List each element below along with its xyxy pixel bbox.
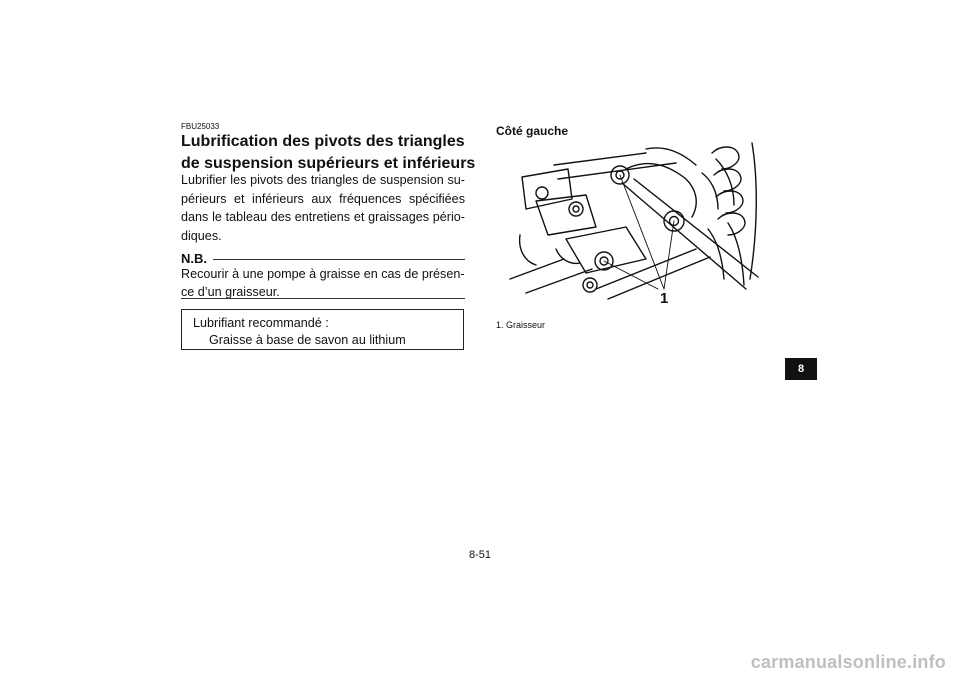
- body-line: périeurs et inférieurs aux fréquences spécifiées: [181, 191, 465, 206]
- figure-caption: 1. Graisseur: [496, 320, 546, 330]
- body-line: dans le tableau des entretiens et graissages pério-: [181, 210, 465, 225]
- body-line: Lubrifier les pivots des triangles de suspension su-: [181, 173, 465, 187]
- section-body: [181, 171, 465, 245]
- lubricant-value: Graisse à base de savon au lithium: [209, 333, 406, 347]
- figure-title: Côté gauche: [496, 124, 569, 138]
- lubricant-label: Lubrifiant recommandé :: [193, 316, 329, 330]
- suspension-illustration: [496, 139, 772, 305]
- note-rule: [213, 259, 465, 260]
- section-code: FBU25033: [181, 122, 220, 131]
- note-label: N.B.: [181, 251, 207, 266]
- note-header: [181, 251, 465, 266]
- note-line: ce d’un graisseur.: [181, 285, 280, 299]
- body-line: diques.: [181, 228, 222, 243]
- note-body: [181, 265, 465, 301]
- page-number: 8-51: [468, 549, 492, 561]
- note-line: Recourir à une pompe à graisse en cas de présen-: [181, 267, 465, 281]
- note-end-rule: [181, 298, 465, 299]
- callout-number: 1: [660, 290, 669, 305]
- section-title: Lubrification des pivots des triangles de suspension supérieurs et inférieurs: [181, 133, 476, 172]
- watermark: carmanualsonline.info: [750, 652, 946, 672]
- lubricant-box: [181, 309, 464, 350]
- chapter-tab: 8: [785, 358, 817, 380]
